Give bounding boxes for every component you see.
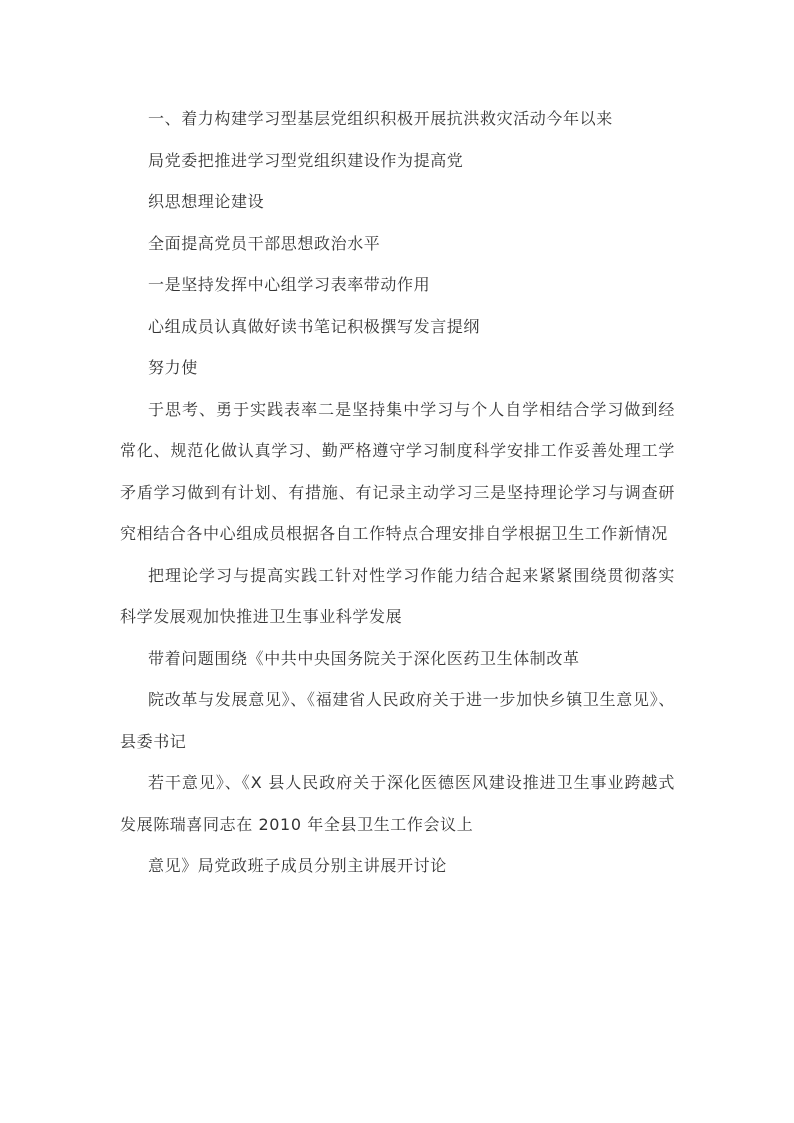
- paragraph: 把理论学习与提高实践工针对性学习作能力结合起来紧紧围绕贯彻落实科学发展观加快推进卫生事业科学发展: [120, 565, 675, 626]
- paragraph: 努力使: [148, 358, 198, 377]
- paragraph: 若干意见》、《X 县人民政府关于深化医德医风建设推进卫生事业跨越式发展陈瑞喜同志在 2010 年全县卫生工作会议上: [120, 773, 675, 834]
- paragraph: 织思想理论建设: [148, 192, 265, 211]
- paragraph: 带着问题围绕《中共中央国务院关于深化医药卫生体制改革: [148, 648, 580, 668]
- paragraph: 院改革与发展意见》、《福建省人民政府关于进一步加快乡镇卫生意见》、县委书记: [120, 690, 675, 751]
- paragraph: 全面提高党员干部思想政治水平: [148, 233, 381, 253]
- paragraph: 一、着力构建学习型基层党组织积极开展抗洪救灾活动今年以来: [148, 109, 613, 128]
- paragraph: 心组成员认真做好读书笔记积极撰写发言提纲: [148, 316, 481, 336]
- paragraph: 于思考、勇于实践表率二是坚持集中学习与个人自学相结合学习做到经常化、规范化做认真学习、勤严格遵守学习制度科学安排工作妥善处理工学矛盾学习做到有计划、有措施、有记录主动学习三是坚持理论学习与调查研究相结合各中心组成员根据各自工作特点合理安排自学根据卫生工作新情况: [120, 399, 675, 543]
- paragraph: 局党委把推进学习型党组织建设作为提高党: [148, 150, 464, 170]
- paragraph: 一是坚持发挥中心组学习表率带动作用: [148, 275, 431, 294]
- document-body: [120, 98, 675, 887]
- paragraph: 意见》局党政班子成员分别主讲展开讨论: [148, 856, 447, 875]
